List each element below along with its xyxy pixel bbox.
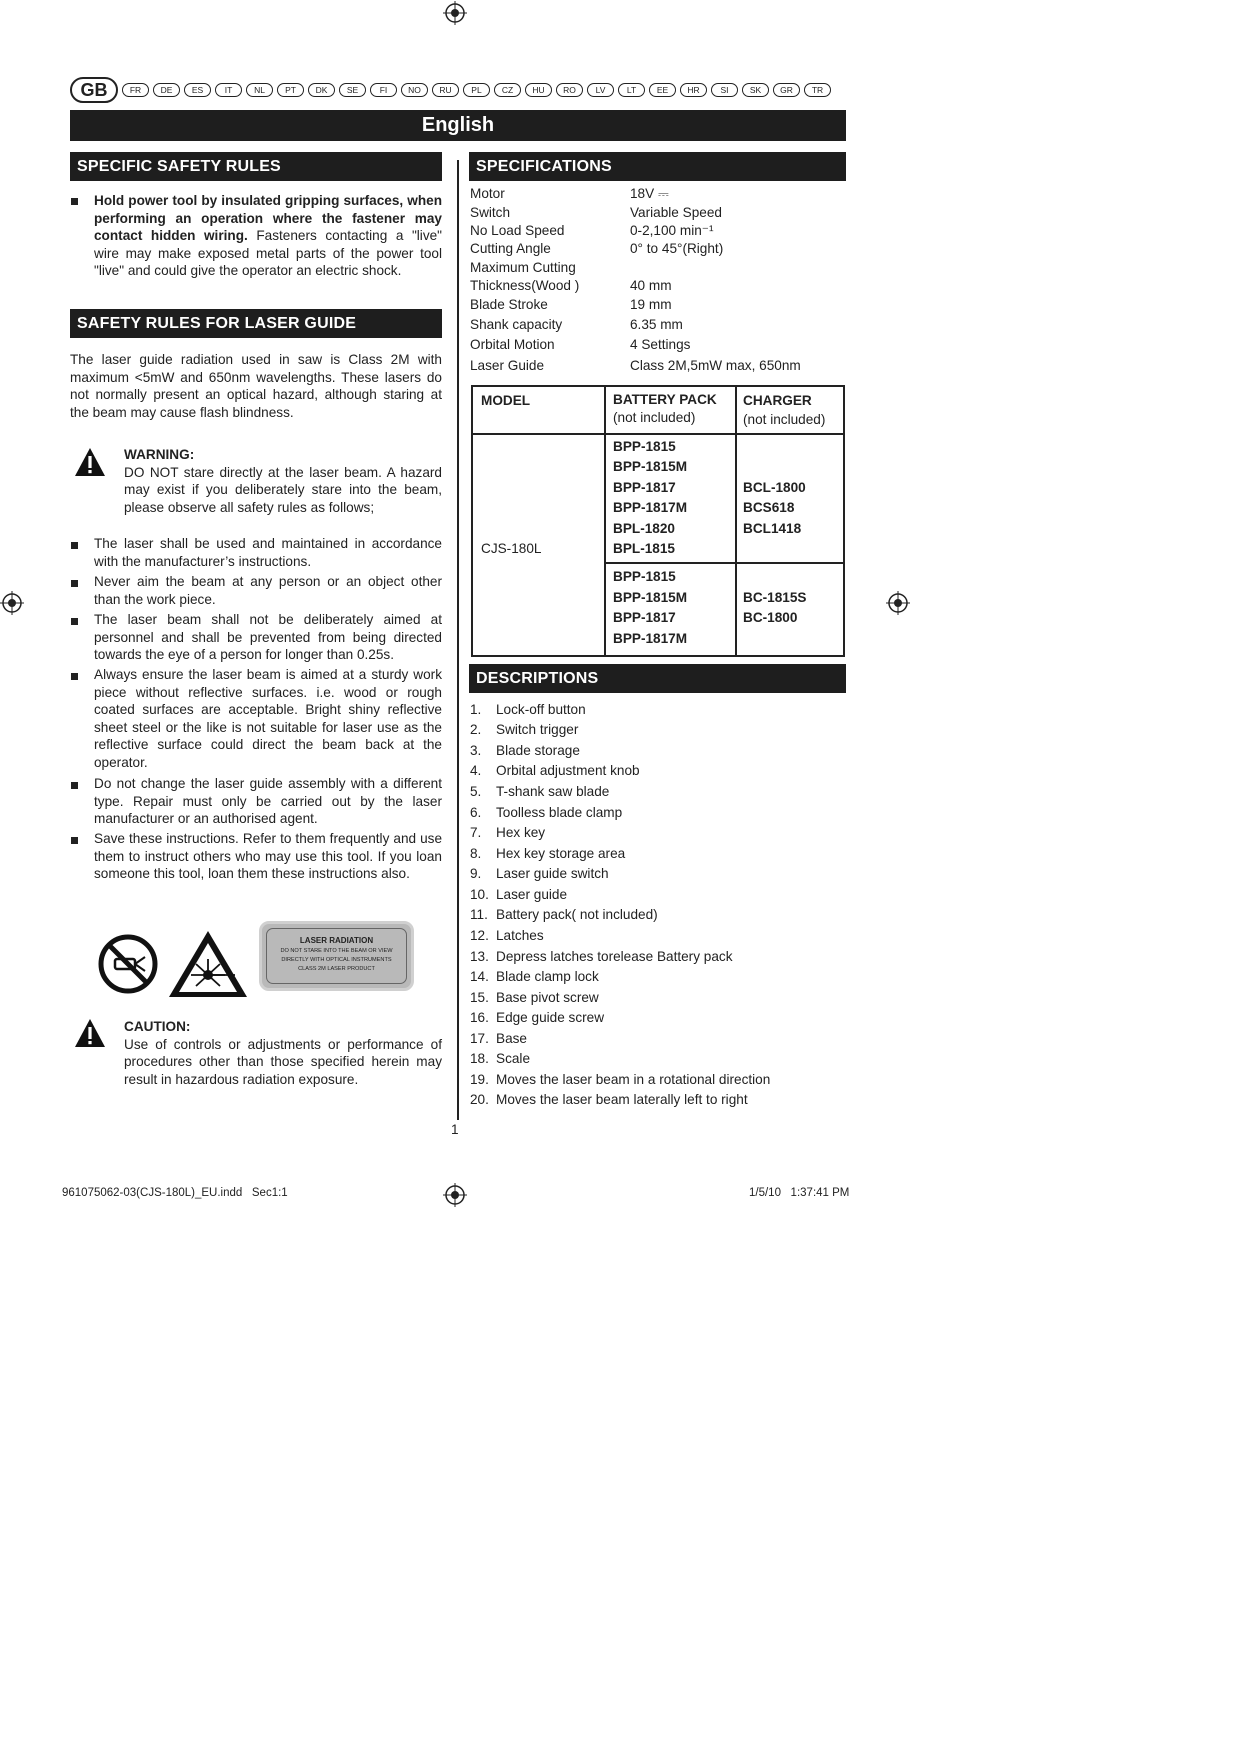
language-current[interactable]: GB	[70, 77, 118, 103]
language-option[interactable]: DE	[153, 83, 180, 97]
battery-cell: BPP-1817M	[613, 631, 688, 646]
language-option[interactable]: RU	[432, 83, 459, 97]
description-item: 15. Base pivot screw	[470, 990, 599, 1005]
language-option[interactable]: SK	[742, 83, 769, 97]
table-divider	[735, 387, 737, 655]
spec-label: Thickness(Wood )	[470, 278, 580, 293]
spec-value: 40 mm	[630, 278, 672, 293]
column-divider	[457, 160, 459, 1120]
table-header-charger	[743, 391, 825, 429]
charger-header-label: CHARGER	[743, 393, 812, 408]
warning-block	[124, 446, 442, 516]
language-option[interactable]: HR	[680, 83, 707, 97]
charger-header-sub: (not included)	[743, 412, 826, 427]
specific-safety-text	[94, 192, 442, 280]
warning-title: WARNING:	[124, 447, 195, 462]
description-text: Depress latches torelease Battery pack	[496, 949, 733, 964]
bullet-square-icon	[71, 198, 78, 205]
description-item: 17. Base	[470, 1031, 527, 1046]
description-text: Orbital adjustment knob	[496, 763, 640, 778]
description-text: Blade storage	[496, 743, 580, 758]
laser-intro: The laser guide radiation used in saw is Class 2M with maximum <5mW and 650nm wavelengths. These lasers do not normally present an optical hazard, although staring at the beam may cause flash blindness.	[70, 352, 442, 420]
laser-hazard-icon	[167, 929, 249, 999]
table-divider	[604, 562, 843, 564]
description-item: 18. Scale	[470, 1051, 531, 1066]
no-optical-instruments-icon	[97, 933, 159, 995]
label-line: DO NOT STARE INTO THE BEAM OR VIEW	[280, 948, 393, 954]
battery-cell: BPP-1817	[613, 610, 676, 625]
specific-safety-heading: SPECIFIC SAFETY RULES	[70, 152, 442, 181]
descriptions-heading: DESCRIPTIONS	[469, 664, 846, 693]
caution-title: CAUTION:	[124, 1019, 191, 1034]
language-option[interactable]: SI	[711, 83, 738, 97]
spec-label: Laser Guide	[470, 358, 545, 373]
footer-timestamp: 1/5/10 1:37:41 PM	[749, 1187, 850, 1199]
spec-value: 19 mm	[630, 297, 672, 312]
description-item: 7. Hex key	[470, 825, 546, 840]
description-text: Lock-off button	[496, 702, 586, 717]
language-option[interactable]: CZ	[494, 83, 521, 97]
spec-value: Class 2M,5mW max, 650nm	[630, 358, 801, 373]
language-option[interactable]: NL	[246, 83, 273, 97]
registration-mark-right	[886, 591, 910, 615]
compatibility-table	[471, 385, 845, 657]
description-text: T-shank saw blade	[496, 784, 610, 799]
language-option[interactable]: FI	[370, 83, 397, 97]
description-item: 8. Hex key storage area	[470, 846, 626, 861]
table-header-battery	[613, 391, 717, 427]
label-line: DIRECTLY WITH OPTICAL INSTRUMENTS	[281, 957, 392, 963]
spec-value: Variable Speed	[630, 205, 722, 220]
description-text: Moves the laser beam laterally left to right	[496, 1092, 748, 1107]
description-text: Laser guide switch	[496, 866, 609, 881]
description-text: Laser guide	[496, 887, 568, 902]
language-option[interactable]: ES	[184, 83, 211, 97]
language-option[interactable]: LT	[618, 83, 645, 97]
registration-mark-top	[443, 1, 467, 25]
description-text: Base pivot screw	[496, 990, 599, 1005]
description-text: Hex key	[496, 825, 546, 840]
description-text: Blade clamp lock	[496, 969, 599, 984]
language-option[interactable]: LV	[587, 83, 614, 97]
table-divider	[604, 387, 606, 655]
bullet-square-icon	[71, 580, 78, 587]
table-model-cell: CJS-180L	[481, 541, 542, 556]
charger-cell: BCL-1800	[743, 480, 806, 495]
description-item: 13. Depress latches torelease Battery pack	[470, 949, 733, 964]
description-text: Scale	[496, 1051, 531, 1066]
description-text: Latches	[496, 928, 544, 943]
language-option[interactable]: FR	[122, 83, 149, 97]
description-text: Toolless blade clamp	[496, 805, 623, 820]
specific-safety-lead: Hold power tool by insulated gripping surfaces, when performing an operation where the fastener may contact hidden wiring.	[94, 193, 442, 244]
bullet-square-icon	[71, 782, 78, 789]
spec-label: Switch	[470, 205, 511, 220]
spec-value: 0° to 45°(Right)	[630, 241, 724, 256]
specifications-heading: SPECIFICATIONS	[469, 152, 846, 181]
description-item: 3. Blade storage	[470, 743, 580, 758]
description-item: 19. Moves the laser beam in a rotational direction	[470, 1072, 771, 1087]
description-text: Hex key storage area	[496, 846, 626, 861]
spec-label: No Load Speed	[470, 223, 565, 238]
description-item: 4. Orbital adjustment knob	[470, 763, 640, 778]
caution-triangle-icon	[74, 1018, 106, 1048]
bullet-square-icon	[71, 618, 78, 625]
description-text: Moves the laser beam in a rotational direction	[496, 1072, 771, 1087]
laser-rule-item: Do not change the laser guide assembly with a different type. Repair must only be carried out by the laser manufacturer or an authorised agent.	[94, 776, 442, 827]
charger-cell: BC-1800	[743, 610, 798, 625]
battery-cell: BPL-1820	[613, 521, 675, 536]
laser-rule-item: Never aim the beam at any person or an object other than the work piece.	[94, 574, 442, 607]
label-line: LASER RADIATION	[299, 936, 374, 945]
description-text: Edge guide screw	[496, 1010, 605, 1025]
battery-cell: BPP-1815	[613, 569, 676, 584]
language-option[interactable]: RO	[556, 83, 583, 97]
specific-safety-body: Fasteners contacting a "live" wire may make exposed metal parts of the power tool "live" and could give the operator an electric shock.	[94, 228, 442, 279]
battery-cell: BPP-1817M	[613, 500, 688, 515]
label-line: CLASS 2M LASER PRODUCT	[298, 966, 375, 972]
spec-label: Motor	[470, 186, 505, 201]
spec-value: 6.35 mm	[630, 317, 683, 332]
language-option[interactable]: PL	[463, 83, 490, 97]
charger-cell: BCL1418	[743, 521, 802, 536]
language-option[interactable]: GR	[773, 83, 800, 97]
page-title: English	[70, 110, 846, 141]
description-item: 6. Toolless blade clamp	[470, 805, 623, 820]
spec-label: Maximum Cutting	[470, 260, 576, 275]
charger-cell: BCS618	[743, 500, 795, 515]
warning-body: DO NOT stare directly at the laser beam. A hazard may exist if you deliberately stare into the beam, please observe all safety rules as follows;	[124, 464, 442, 515]
laser-rule-item: The laser beam shall not be deliberately aimed at personnel and shall be prevented from being directed towards the eye of a person for longer than 0.25s.	[94, 612, 442, 663]
description-item: 14. Blade clamp lock	[470, 969, 599, 984]
battery-cell: BPP-1815M	[613, 590, 688, 605]
language-option[interactable]: HU	[525, 83, 552, 97]
spec-label: Shank capacity	[470, 317, 563, 332]
battery-cell: BPP-1815M	[613, 459, 688, 474]
description-item: 10. Laser guide	[470, 887, 568, 902]
language-option[interactable]: PT	[277, 83, 304, 97]
spec-value: 18V ⎓	[630, 186, 669, 201]
registration-mark-left	[0, 591, 24, 615]
description-item: 20. Moves the laser beam laterally left to right	[470, 1092, 748, 1107]
laser-rule-item: The laser shall be used and maintained in accordance with the manufacturer’s instructions.	[94, 536, 442, 569]
language-option[interactable]: TR	[804, 83, 831, 97]
spec-label: Orbital Motion	[470, 337, 555, 352]
laser-safety-heading: SAFETY RULES FOR LASER GUIDE	[70, 309, 442, 338]
battery-cell: BPP-1817	[613, 480, 676, 495]
description-item: 11. Battery pack( not included)	[470, 907, 658, 922]
language-option[interactable]: DK	[308, 83, 335, 97]
laser-radiation-label	[259, 921, 414, 991]
description-item: 9. Laser guide switch	[470, 866, 609, 881]
language-option[interactable]: EE	[649, 83, 676, 97]
battery-header-sub: (not included)	[613, 410, 696, 425]
laser-rule-item: Save these instructions. Refer to them frequently and use them to instruct others who may use this tool. If you loan someone this tool, loan them these instructions also.	[94, 831, 442, 882]
description-text: Base	[496, 1031, 527, 1046]
description-text: Battery pack( not included)	[496, 907, 658, 922]
page-number: 1	[451, 1122, 459, 1137]
spec-value: 0-2,100 min⁻¹	[630, 223, 714, 238]
battery-cell: BPL-1815	[613, 541, 675, 556]
battery-cell: BPP-1815	[613, 439, 676, 454]
description-item: 5. T-shank saw blade	[470, 784, 610, 799]
spec-label: Cutting Angle	[470, 241, 551, 256]
description-item: 12. Latches	[470, 928, 544, 943]
bullet-square-icon	[71, 837, 78, 844]
caution-body: Use of controls or adjustments or performance of procedures other than those specified herein may result in hazardous radiation exposure.	[124, 1036, 442, 1087]
table-header-model: MODEL	[481, 393, 531, 408]
language-option[interactable]: NO	[401, 83, 428, 97]
description-item: 2. Switch trigger	[470, 722, 579, 737]
language-option[interactable]: SE	[339, 83, 366, 97]
spec-label: Blade Stroke	[470, 297, 548, 312]
description-item: 16. Edge guide screw	[470, 1010, 605, 1025]
bullet-square-icon	[71, 673, 78, 680]
language-option[interactable]: IT	[215, 83, 242, 97]
description-text: Switch trigger	[496, 722, 579, 737]
table-divider	[473, 433, 843, 435]
footer-file-info: 961075062-03(CJS-180L)_EU.indd Sec1:1	[62, 1187, 288, 1199]
bullet-square-icon	[71, 542, 78, 549]
registration-mark-bottom	[443, 1183, 467, 1207]
warning-triangle-icon	[74, 447, 106, 477]
laser-rule-item: Always ensure the laser beam is aimed at a sturdy work piece without reflective surfaces. i.e. wood or rough coated surfaces are acceptable. Bright shiny reflective sheet steel or the like is not suitable for laser use as the reflective surface could direct the beam back at the operator.	[94, 667, 442, 770]
battery-header-label: BATTERY PACK	[613, 392, 717, 407]
charger-cell: BC-1815S	[743, 590, 807, 605]
spec-value: 4 Settings	[630, 337, 691, 352]
language-selector	[70, 76, 831, 104]
description-item: 1. Lock-off button	[470, 702, 586, 717]
caution-block	[124, 1018, 442, 1088]
